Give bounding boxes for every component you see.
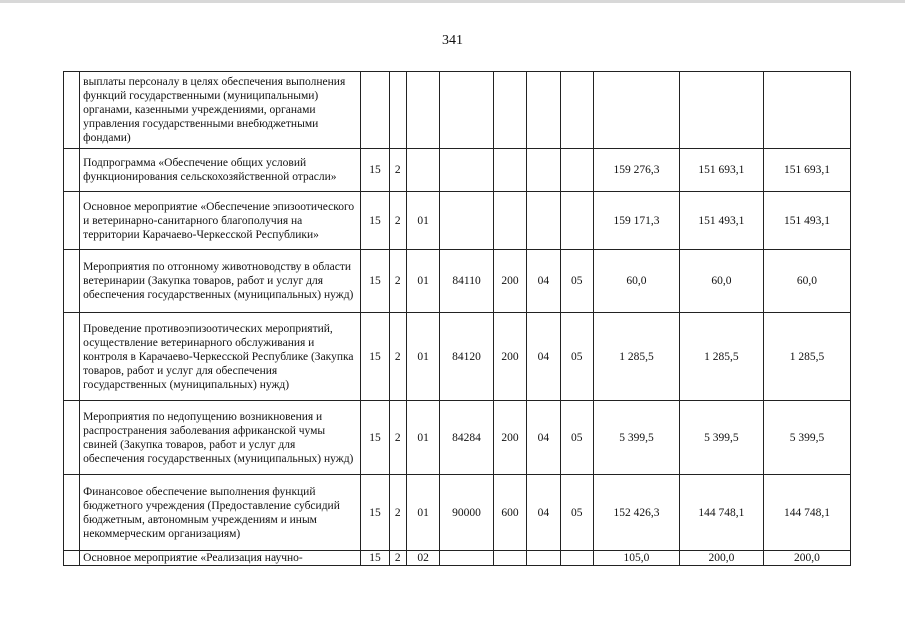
code-cell: 04 — [527, 475, 560, 551]
code-cell — [560, 192, 593, 250]
code-cell — [493, 192, 526, 250]
amount-cell: 1 285,5 — [763, 313, 850, 401]
row-name: Подпрограмма «Обеспечение общих условий функционирования сельскохозяйственной отрасли» — [80, 149, 361, 192]
blank-cell — [64, 250, 80, 313]
amount-cell: 60,0 — [679, 250, 763, 313]
code-cell: 15 — [361, 192, 389, 250]
table-row — [64, 313, 851, 401]
code-cell: 04 — [527, 401, 560, 475]
code-cell: 2 — [389, 475, 406, 551]
code-cell — [560, 72, 593, 149]
amount-cell: 5 399,5 — [593, 401, 679, 475]
amount-cell: 151 693,1 — [679, 149, 763, 192]
code-cell: 15 — [361, 401, 389, 475]
amount-cell — [593, 72, 679, 149]
code-cell: 05 — [560, 313, 593, 401]
amount-cell: 5 399,5 — [763, 401, 850, 475]
amount-cell: 105,0 — [593, 551, 679, 566]
code-cell: 2 — [389, 149, 406, 192]
code-cell: 90000 — [440, 475, 494, 551]
blank-cell — [64, 149, 80, 192]
amount-cell: 152 426,3 — [593, 475, 679, 551]
code-cell — [361, 72, 389, 149]
code-cell: 01 — [406, 192, 439, 250]
code-cell — [440, 149, 494, 192]
code-cell: 200 — [493, 313, 526, 401]
code-cell — [527, 192, 560, 250]
code-cell: 84120 — [440, 313, 494, 401]
code-cell — [406, 149, 439, 192]
code-cell — [440, 72, 494, 149]
row-name: Мероприятия по недопущению возникновения и распространения заболевания африканской чумы свиней (Закупка товаров, работ и услуг для обеспечения государственных (муниципальных) нужд) — [80, 401, 361, 475]
row-name: Мероприятия по отгонному животноводству в области ветеринарии (Закупка товаров, работ и услуг для обеспечения государственных (муниципальных) нужд) — [80, 250, 361, 313]
code-cell — [527, 149, 560, 192]
code-cell: 15 — [361, 250, 389, 313]
amount-cell: 144 748,1 — [679, 475, 763, 551]
table-row — [64, 551, 851, 566]
blank-cell — [64, 313, 80, 401]
row-name: Основное мероприятие «Обеспечение эпизоотического и ветеринарно-санитарного благополучия на территории Карачаево-Черкесской Республики» — [80, 192, 361, 250]
code-cell — [560, 149, 593, 192]
code-cell: 01 — [406, 313, 439, 401]
code-cell: 15 — [361, 475, 389, 551]
amount-cell: 5 399,5 — [679, 401, 763, 475]
code-cell: 200 — [493, 401, 526, 475]
code-cell: 84284 — [440, 401, 494, 475]
code-cell — [493, 72, 526, 149]
table-row — [64, 192, 851, 250]
budget-table — [63, 71, 851, 566]
blank-cell — [64, 551, 80, 566]
table-row — [64, 401, 851, 475]
amount-cell: 159 276,3 — [593, 149, 679, 192]
code-cell: 01 — [406, 401, 439, 475]
code-cell: 200 — [493, 250, 526, 313]
code-cell — [527, 72, 560, 149]
blank-cell — [64, 401, 80, 475]
row-name: Финансовое обеспечение выполнения функций бюджетного учреждения (Предоставление субсидий бюджетным, автономным учреждениям и иным некоммерческим организациям) — [80, 475, 361, 551]
amount-cell: 200,0 — [679, 551, 763, 566]
amount-cell: 144 748,1 — [763, 475, 850, 551]
code-cell: 05 — [560, 401, 593, 475]
amount-cell: 200,0 — [763, 551, 850, 566]
row-name: Основное мероприятие «Реализация научно- — [80, 551, 361, 566]
table-row — [64, 250, 851, 313]
code-cell — [560, 551, 593, 566]
code-cell — [493, 149, 526, 192]
amount-cell: 60,0 — [593, 250, 679, 313]
code-cell: 15 — [361, 551, 389, 566]
amount-cell — [679, 72, 763, 149]
amount-cell: 1 285,5 — [679, 313, 763, 401]
table-row — [64, 149, 851, 192]
code-cell: 02 — [406, 551, 439, 566]
code-cell — [493, 551, 526, 566]
code-cell: 2 — [389, 401, 406, 475]
code-cell: 05 — [560, 250, 593, 313]
code-cell — [440, 192, 494, 250]
code-cell — [406, 72, 439, 149]
amount-cell: 1 285,5 — [593, 313, 679, 401]
code-cell — [440, 551, 494, 566]
amount-cell: 151 493,1 — [763, 192, 850, 250]
code-cell — [527, 551, 560, 566]
blank-cell — [64, 475, 80, 551]
code-cell: 2 — [389, 551, 406, 566]
code-cell: 84110 — [440, 250, 494, 313]
amount-cell: 60,0 — [763, 250, 850, 313]
code-cell: 15 — [361, 313, 389, 401]
code-cell: 15 — [361, 149, 389, 192]
code-cell: 05 — [560, 475, 593, 551]
amount-cell: 159 171,3 — [593, 192, 679, 250]
code-cell: 01 — [406, 475, 439, 551]
table-row — [64, 475, 851, 551]
table-row — [64, 72, 851, 149]
amount-cell: 151 693,1 — [763, 149, 850, 192]
row-name: выплаты персоналу в целях обеспечения выполнения функций государственными (муниципальными) органами, казенными учреждениями, органами управления государственными внебюджетными фондами) — [80, 72, 361, 149]
scan-edge — [0, 0, 905, 3]
page-number: 341 — [442, 33, 463, 48]
row-name: Проведение противоэпизоотических мероприятий, осуществление ветеринарного обслуживания и контроля в Карачаево-Черкесской Республике (Закупка товаров, работ и услуг для обеспечения государственных (муниципальных) нужд) — [80, 313, 361, 401]
code-cell: 01 — [406, 250, 439, 313]
code-cell: 04 — [527, 313, 560, 401]
amount-cell: 151 493,1 — [679, 192, 763, 250]
code-cell: 2 — [389, 192, 406, 250]
blank-cell — [64, 72, 80, 149]
code-cell — [389, 72, 406, 149]
code-cell: 600 — [493, 475, 526, 551]
code-cell: 2 — [389, 313, 406, 401]
code-cell: 04 — [527, 250, 560, 313]
code-cell: 2 — [389, 250, 406, 313]
blank-cell — [64, 192, 80, 250]
amount-cell — [763, 72, 850, 149]
